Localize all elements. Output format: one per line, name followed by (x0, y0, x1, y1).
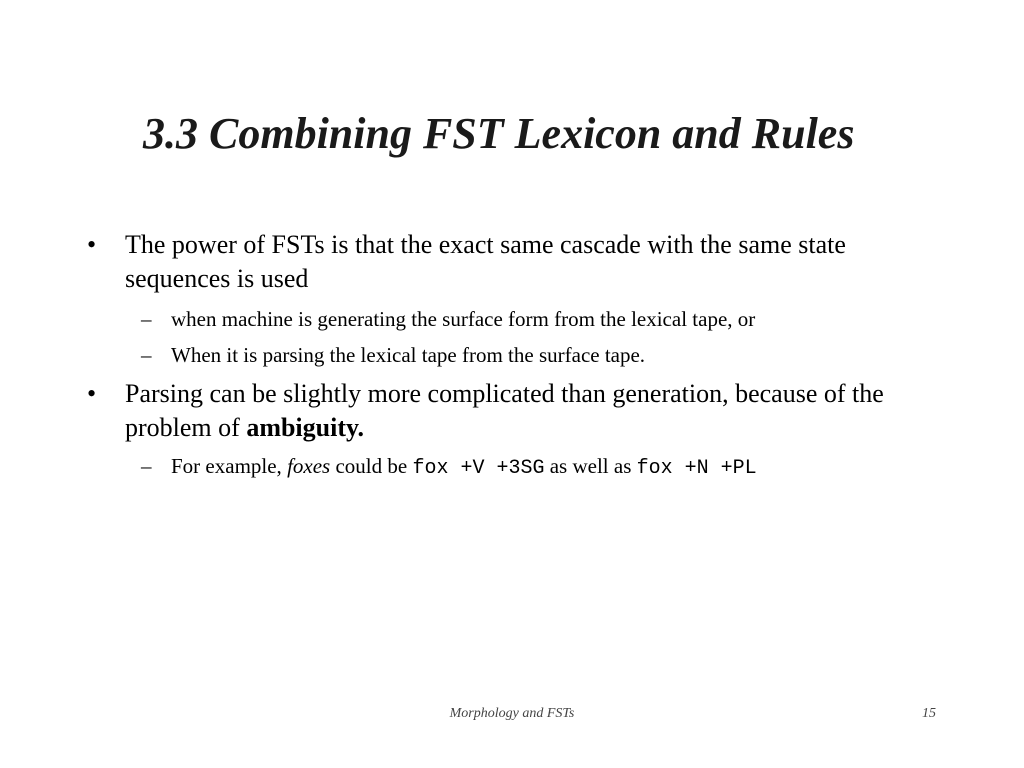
bullet-parsing-ambiguity (87, 377, 930, 445)
example-lead: For example, (171, 454, 288, 478)
sub-bullet-text: when machine is generating the surface form from the lexical tape, or (171, 307, 756, 331)
footer-title: Morphology and FSTs (449, 706, 575, 721)
dash-marker: – (141, 454, 152, 478)
bullet-marker: • (87, 379, 97, 408)
bullet-text: The power of FSTs is that the exact same cascade with the same state sequences is used (125, 230, 846, 293)
example-middle: could be (330, 454, 413, 478)
ambiguity-term: ambiguity. (246, 413, 365, 442)
bullet-marker: • (87, 230, 97, 259)
dash-marker: – (141, 343, 152, 367)
example-code-noun: fox +N +PL (636, 457, 757, 480)
example-connector: as well as (544, 454, 637, 478)
sub-bullet-parsing (141, 341, 951, 369)
sub-bullet-generating (141, 305, 951, 333)
page-number: 15 (922, 706, 936, 721)
example-word: foxes (287, 454, 331, 478)
slide-title: 3.3 Combining FST Lexicon and Rules (143, 109, 855, 158)
dash-marker: – (141, 307, 152, 331)
bullet-power-of-fsts (87, 228, 930, 296)
sub-bullet-example (141, 452, 951, 483)
example-code-verb: fox +V +3SG (412, 457, 545, 480)
sub-bullet-text: When it is parsing the lexical tape from the surface tape. (171, 343, 646, 367)
bullet-text: Parsing can be slightly more complicated than generation, because of the problem of (125, 379, 884, 442)
